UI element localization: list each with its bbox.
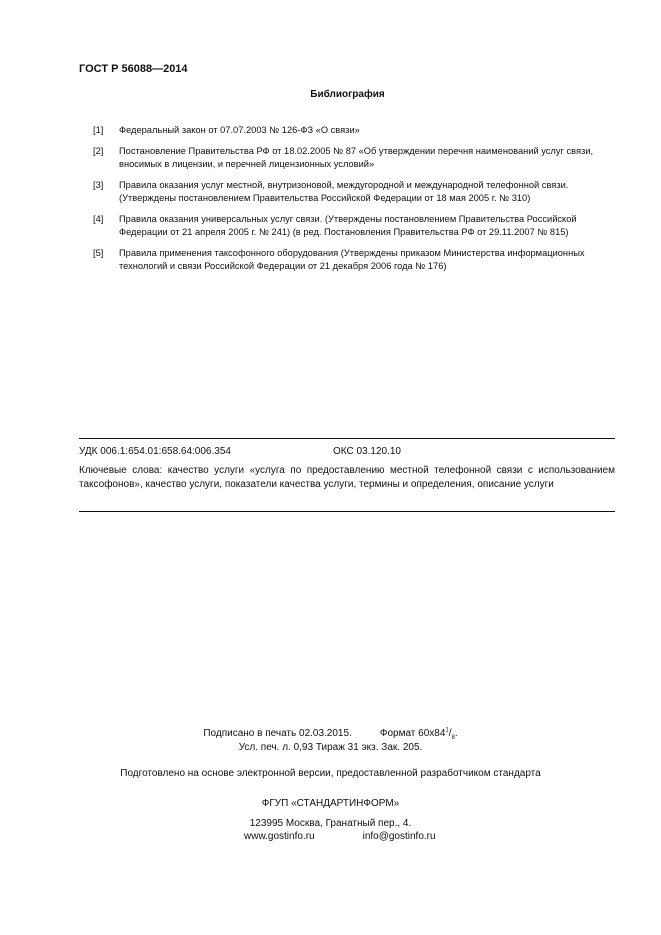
bottom-divider [79, 511, 615, 512]
website-link[interactable]: www.gostinfo.ru [244, 831, 315, 842]
bibliography-item [93, 124, 618, 137]
bibliography-item-text: Правила оказания услуг местной, внутризоновой, междугородной и международной телефонной связи. (Утверждены постановлением Правительства Российской Федерации от 18 мая 2005 г. № 310) [119, 180, 569, 203]
keywords: Ключевые слова: качество услуги «услуга по предоставлению местной телефонной связи с использованием таксофонов», качество услуги, показатели качества услуги, термины и определения, описание услуги [79, 465, 615, 490]
document-code: ГОСТ Р 56088—2014 [79, 63, 188, 75]
bibliography-item-text: Постановление Правительства РФ от 18.02.2005 № 87 «Об утверждении перечня наименований услуг связи, вносимых в лицензии, и перечней лицензионных условий» [119, 146, 594, 169]
bibliography-item [93, 179, 618, 205]
bibliography-item [93, 145, 618, 171]
bibliography-item-number: [2] [93, 146, 104, 156]
bibliography-item-text: Правила применения таксофонного оборудования (Утверждены приказом Министерства информационных технологий и связи Российской Федерации от 21 декабря 2006 года № 176) [119, 248, 585, 271]
publisher-contacts [244, 831, 436, 842]
bibliography-item-number: [3] [93, 180, 104, 190]
bibliography-item [93, 247, 618, 273]
publisher-address: 123995 Москва, Гранатный пер., 4. [249, 818, 412, 829]
signed-date: Подписано в печать 02.03.2015. [203, 728, 352, 739]
email-link[interactable]: info@gostinfo.ru [362, 831, 436, 842]
udc-code: УДК 006.1:654.01:658.64:006.354 [79, 446, 231, 457]
bibliography-item-number: [4] [93, 214, 104, 224]
prepared-note: Подготовлено на основе электронной версии, предоставленной разработчиком стандарта [120, 768, 541, 779]
bibliography-list [93, 124, 618, 281]
bibliography-title: Библиография [310, 89, 385, 100]
print-sheets-line: Усл. печ. л. 0,93 Тираж 31 экз. Зак. 205. [238, 742, 423, 753]
bibliography-item [93, 213, 618, 239]
bibliography-item-number: [5] [93, 248, 104, 258]
publisher-name: ФГУП «СТАНДАРТИНФОРМ» [261, 798, 400, 809]
bibliography-item-number: [1] [93, 125, 104, 135]
print-signed-line [0, 727, 661, 740]
bibliography-item-text: Правила оказания универсальных услуг связи. (Утверждены постановлением Правительства Российской Федерации от 21 апреля 2005 г. № 241) (в ред. Постановления Правительства РФ от 29.11.2007 № 815) [119, 214, 577, 237]
top-divider [79, 438, 615, 439]
paper-format: Формат $60x84^1/_8$. [379, 727, 458, 741]
oks-code: ОКС 03.120.10 [333, 446, 401, 457]
bibliography-item-text: Федеральный закон от 07.07.2003 № 126-ФЗ «О связи» [119, 125, 360, 135]
